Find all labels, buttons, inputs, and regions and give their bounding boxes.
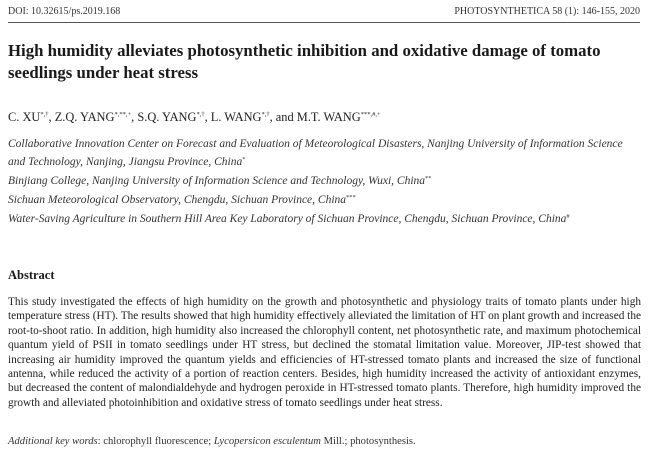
author-name: C. XU xyxy=(8,110,41,124)
author-affiliation-mark: *,† xyxy=(196,111,205,118)
article-title: High humidity alleviates photosynthetic inhibition and oxidative damage of tomato seedlings under heat stress xyxy=(8,41,601,82)
abstract-body: This study investigated the effects of high humidity on the growth and photosynthetic and physiology traits of tomato plants under high temperature stress (HT). The results showed that high humidity effectively alleviated the limitation of HT on plant growth and increased the root-to-shoot ratio. In addition, high humidity also increased the chlorophyll content, net photosynthetic rate, and maximum photochemical quantum yield of PSII in tomato seedlings under HT stress, but declined the stomatal limitation value. Moreover, JIP-test showed that increasing air humidity improved the quantum yields and efficiencies of HT-stressed tomato plants and increased the size of functional antenna, while reduced the activity of a portion of reaction centers. Besides, high humidity increased the activity of antioxidant enzymes, but decreased the content of malondialdehyde and hydrogen peroxide in HT-stressed tomato plants. Therefore, high humidity improved the growth and alleviated photoinhibition and oxidative stress of tomato seedlings under heat stress. xyxy=(8,296,641,409)
keywords-colon: : xyxy=(97,436,104,447)
affiliation-mark: * xyxy=(242,156,246,164)
abstract-heading: Abstract xyxy=(8,268,55,282)
author-name: M.T. WANG xyxy=(296,110,361,124)
author-name: L. WANG xyxy=(210,110,262,124)
affiliation-item xyxy=(8,209,642,227)
journal-citation: PHOTOSYNTHETICA 58 (1): 146-155, 2020 xyxy=(454,6,640,17)
affiliation-list xyxy=(8,137,642,228)
doi-text: DOI: 10.32615/ps.2019.168 xyxy=(8,6,121,17)
header-rule xyxy=(8,22,640,23)
affiliation-item xyxy=(8,190,642,208)
affiliation-text: Binjiang College, Nanjing University of Information Science and Technology, Wuxi, China xyxy=(8,175,426,188)
affiliation-text: Collaborative Innovation Center on Forecast and Evaluation of Meteorological Disasters, Nanjing University of Information Science and Technology, Nanjing, Jiangsu Province, China xyxy=(8,138,623,169)
affiliation-text: Water-Saving Agriculture in Southern Hill Area Key Laboratory of Sichuan Province, Chengdu, Sichuan Province, China xyxy=(8,213,567,226)
keywords-label: Additional key words xyxy=(8,436,98,447)
author-separator: , and xyxy=(269,110,297,124)
author-separator: , xyxy=(204,110,211,124)
affiliation-item xyxy=(8,137,642,171)
keyword-text: Mill.; photosynthesis. xyxy=(320,436,416,447)
author-affiliation-mark: *,† xyxy=(261,111,270,118)
author-separator: , xyxy=(48,110,55,124)
author-name: S.Q. YANG xyxy=(137,110,197,124)
keywords-line xyxy=(8,436,642,447)
affiliation-mark: ** xyxy=(425,175,432,183)
author-affiliation-mark: ***,#,+ xyxy=(360,111,381,118)
affiliation-text: Sichuan Meteorological Observatory, Chengdu, Sichuan Province, China xyxy=(8,194,347,207)
author-affiliation-mark: *,† xyxy=(40,111,49,118)
affiliation-item xyxy=(8,171,642,189)
author-affiliation-mark: *,**,+ xyxy=(114,111,132,118)
keyword-species: Lycopersicon esculentum xyxy=(213,436,321,447)
affiliation-mark: # xyxy=(566,213,570,221)
affiliation-mark: *** xyxy=(346,194,356,202)
author-list xyxy=(8,110,640,125)
keyword-text: chlorophyll fluorescence; xyxy=(103,436,214,447)
author-name: Z.Q. YANG xyxy=(54,110,115,124)
author-separator: , xyxy=(131,110,138,124)
page-header xyxy=(8,6,640,17)
